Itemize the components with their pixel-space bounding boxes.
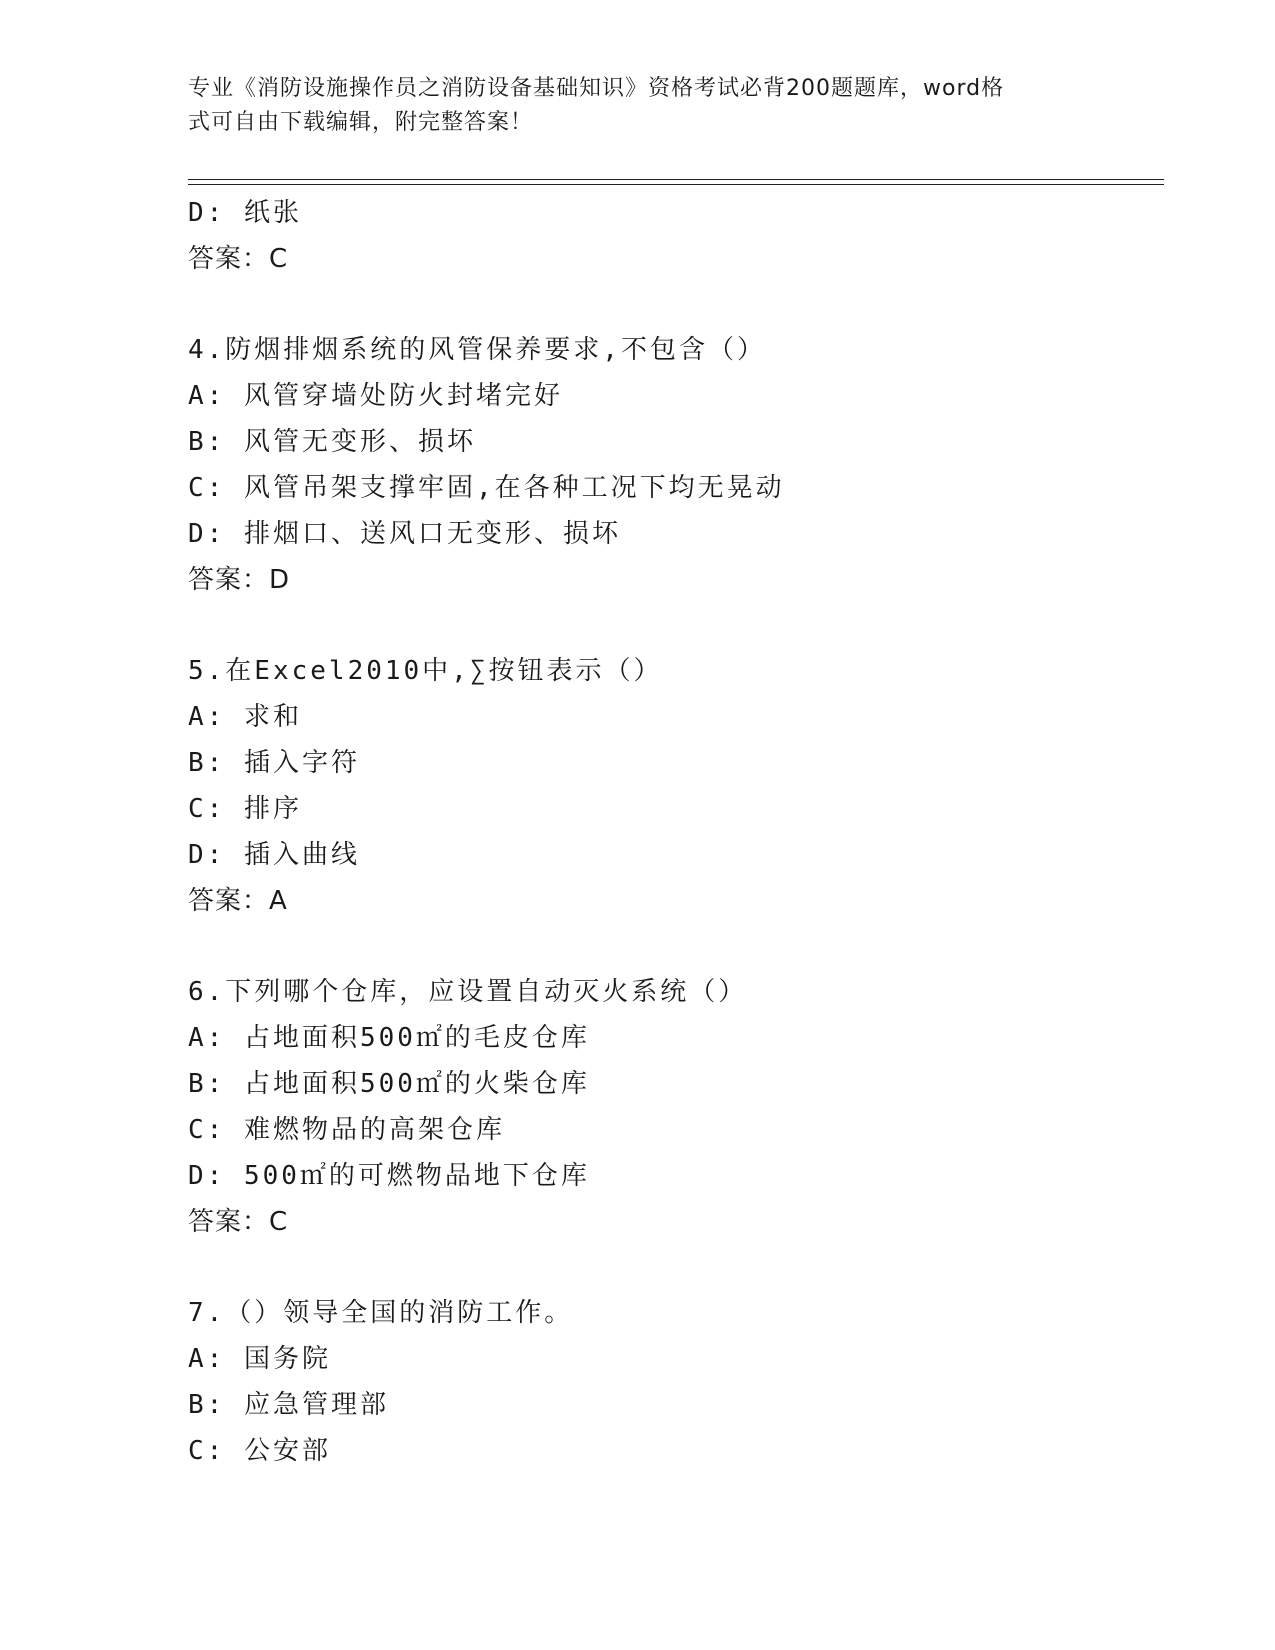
question-stem: 5.在Excel2010中,∑按钮表示（） — [188, 656, 663, 686]
answer: 答案：C — [188, 244, 289, 274]
question-7 — [188, 1290, 1168, 1474]
question-3-tail — [188, 190, 1168, 282]
header-divider-top — [188, 179, 1164, 180]
option-a: A: 国务院 — [188, 1344, 331, 1374]
document-header — [188, 72, 1068, 140]
answer: 答案：D — [188, 565, 291, 595]
option-c: C: 风管吊架支撑牢固,在各种工况下均无晃动 — [188, 473, 785, 503]
answer: 答案：A — [188, 886, 288, 916]
question-stem: 4.防烟排烟系统的风管保养要求,不包含（） — [188, 335, 766, 365]
option-d: D: 插入曲线 — [188, 840, 360, 870]
question-list — [188, 190, 1168, 1474]
question-4 — [188, 327, 1168, 603]
header-line-1: 专业《消防设施操作员之消防设备基础知识》资格考试必背200题题库，word格 — [188, 76, 1005, 101]
question-5 — [188, 648, 1168, 924]
option-b: B: 占地面积500㎡的火柴仓库 — [188, 1069, 590, 1099]
answer: 答案：C — [188, 1207, 289, 1237]
option-a: A: 求和 — [188, 702, 302, 732]
option-c: C: 排序 — [188, 794, 302, 824]
header-divider-bottom — [188, 184, 1164, 185]
option-b: B: 风管无变形、损坏 — [188, 427, 476, 457]
option-c: C: 公安部 — [188, 1436, 331, 1466]
option-d: D: 纸张 — [188, 198, 302, 228]
option-b: B: 插入字符 — [188, 748, 360, 778]
option-a: A: 占地面积500㎡的毛皮仓库 — [188, 1023, 590, 1053]
option-d: D: 500㎡的可燃物品地下仓库 — [188, 1161, 590, 1191]
option-a: A: 风管穿墙处防火封堵完好 — [188, 381, 563, 411]
option-b: B: 应急管理部 — [188, 1390, 389, 1420]
question-stem: 6.下列哪个仓库，应设置自动灭火系统（） — [188, 977, 748, 1007]
question-stem: 7.（）领导全国的消防工作。 — [188, 1298, 574, 1328]
header-line-2: 式可自由下载编辑，附完整答案！ — [188, 110, 534, 135]
option-c: C: 难燃物品的高架仓库 — [188, 1115, 505, 1145]
question-6 — [188, 969, 1168, 1245]
option-d: D: 排烟口、送风口无变形、损坏 — [188, 519, 621, 549]
